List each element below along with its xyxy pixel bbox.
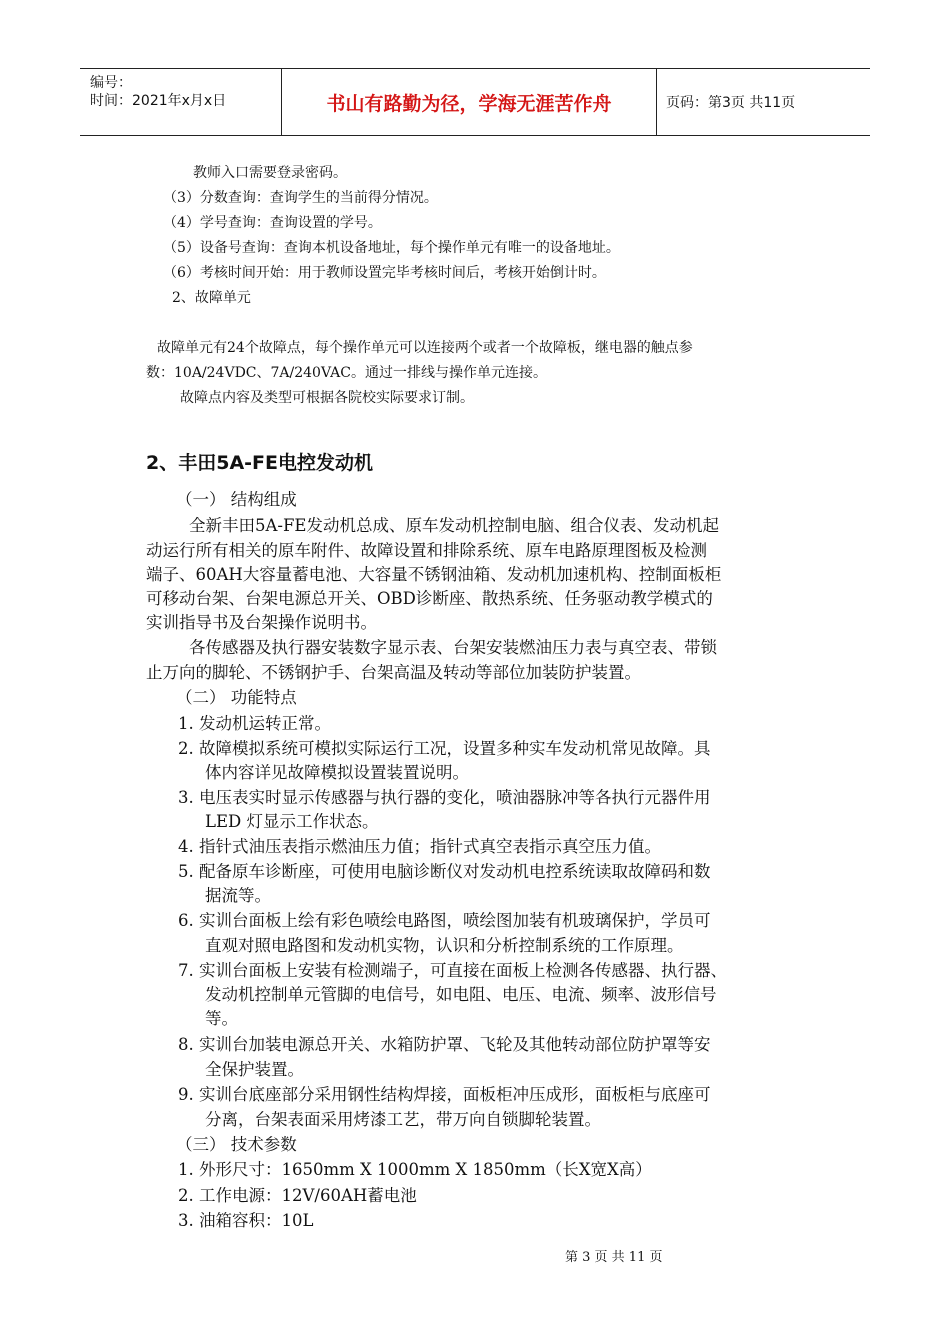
paragraph-line: 端子、60AH大容量蓄电池、大容量不锈钢油箱、发动机加速机构、控制面板柜 [146,565,722,584]
paragraph-line: 动运行所有相关的原车附件、故障设置和排除系统、原车电路原理图板及检测 [146,541,707,560]
feature-item: 4. 指针式油压表指示燃油压力值；指针式真空表指示真空压力值。 [178,837,661,856]
feature-item-cont: 体内容详见故障模拟设置装置说明。 [205,763,469,782]
part-heading: （二） 功能特点 [176,688,297,707]
header-info [80,69,280,135]
fault-unit-para-line: 故障单元有24个故障点，每个操作单元可以连接两个或者一个故障板，继电器的触点参 [157,340,693,356]
header-motto: 书山有路勤为径，学海无涯苦作舟 [326,92,612,115]
feature-item-cont: 全保护装置。 [205,1060,304,1079]
list-item: （6）考核时间开始：用于教师设置完毕考核时间后，考核开始倒计时。 [163,265,606,281]
spec-item: 2. 工作电源：12V/60AH蓄电池 [178,1186,417,1205]
feature-item: 1. 发动机运转正常。 [178,714,331,733]
feature-item-cont: 分离，台架表面采用烤漆工艺，带万向自锁脚轮装置。 [205,1110,601,1129]
feature-item-cont: LED 灯显示工作状态。 [205,812,379,831]
paragraph-line: 全新丰田5A-FE发动机总成、原车发动机控制电脑、组合仪表、发动机起 [189,516,719,535]
feature-item: 2. 故障模拟系统可模拟实际运行工况，设置多种实车发动机常见故障。具 [178,739,711,758]
header-time: 时间：2021年x月x日 [90,93,227,109]
header-number: 编号： [90,75,132,91]
paragraph-line: 实训指导书及台架操作说明书。 [146,613,377,632]
header-page-number: 页码：第3页 共11页 [666,95,796,111]
spec-item: 3. 油箱容积：10L [178,1211,314,1230]
feature-item-cont: 发动机控制单元管脚的电信号，如电阻、电压、电流、频率、波形信号 [205,985,717,1004]
paragraph-line: 止万向的脚轮、不锈钢护手、台架高温及转动等部位加装防护装置。 [146,663,641,682]
feature-item: 3. 电压表实时显示传感器与执行器的变化，喷油器脉冲等各执行元器件用 [178,788,711,807]
fault-unit-para2: 故障点内容及类型可根据各院校实际要求订制。 [180,390,474,406]
teacher-note: 教师入口需要登录密码。 [193,165,347,181]
spec-item: 1. 外形尺寸：1650mm X 1000mm X 1850mm（长X宽X高） [178,1160,652,1179]
fault-unit-para-line: 数：10A/24VDC、7A/240VAC。通过一排线与操作单元连接。 [146,365,547,381]
feature-item: 7. 实训台面板上安装有检测端子，可直接在面板上检测各传感器、执行器、 [178,961,727,980]
paragraph-line: 可移动台架、台架电源总开关、OBD诊断座、散热系统、任务驱动教学模式的 [146,589,713,608]
section-title: 2、丰田5A-FE电控发动机 [146,452,373,474]
feature-item: 5. 配备原车诊断座，可使用电脑诊断仪对发动机电控系统读取故障码和数 [178,862,711,881]
list-item: （3）分数查询：查询学生的当前得分情况。 [163,190,438,206]
feature-item: 8. 实训台加装电源总开关、水箱防护罩、飞轮及其他转动部位防护罩等安 [178,1035,711,1054]
paragraph-line: 各传感器及执行器安装数字显示表、台架安装燃油压力表与真空表、带锁 [189,638,717,657]
header-motto-cell [281,69,657,135]
part-heading: （三） 技术参数 [176,1135,297,1154]
feature-item-cont: 据流等。 [205,886,271,905]
list-item: （4）学号查询：查询设置的学号。 [163,215,382,231]
subheading-fault-unit: 2、故障单元 [172,290,251,306]
feature-item-cont: 直观对照电路图和发动机实物，认识和分析控制系统的工作原理。 [205,936,684,955]
page-footer: 第 3 页 共 11 页 [565,1250,663,1265]
part-heading: （一） 结构组成 [176,490,297,509]
page-header [80,68,870,136]
list-item: （5）设备号查询：查询本机设备地址，每个操作单元有唯一的设备地址。 [163,240,620,256]
feature-item-cont: 等。 [205,1009,238,1028]
feature-item: 9. 实训台底座部分采用钢性结构焊接，面板柜冲压成形，面板柜与底座可 [178,1085,711,1104]
feature-item: 6. 实训台面板上绘有彩色喷绘电路图，喷绘图加装有机玻璃保护，学员可 [178,911,711,930]
